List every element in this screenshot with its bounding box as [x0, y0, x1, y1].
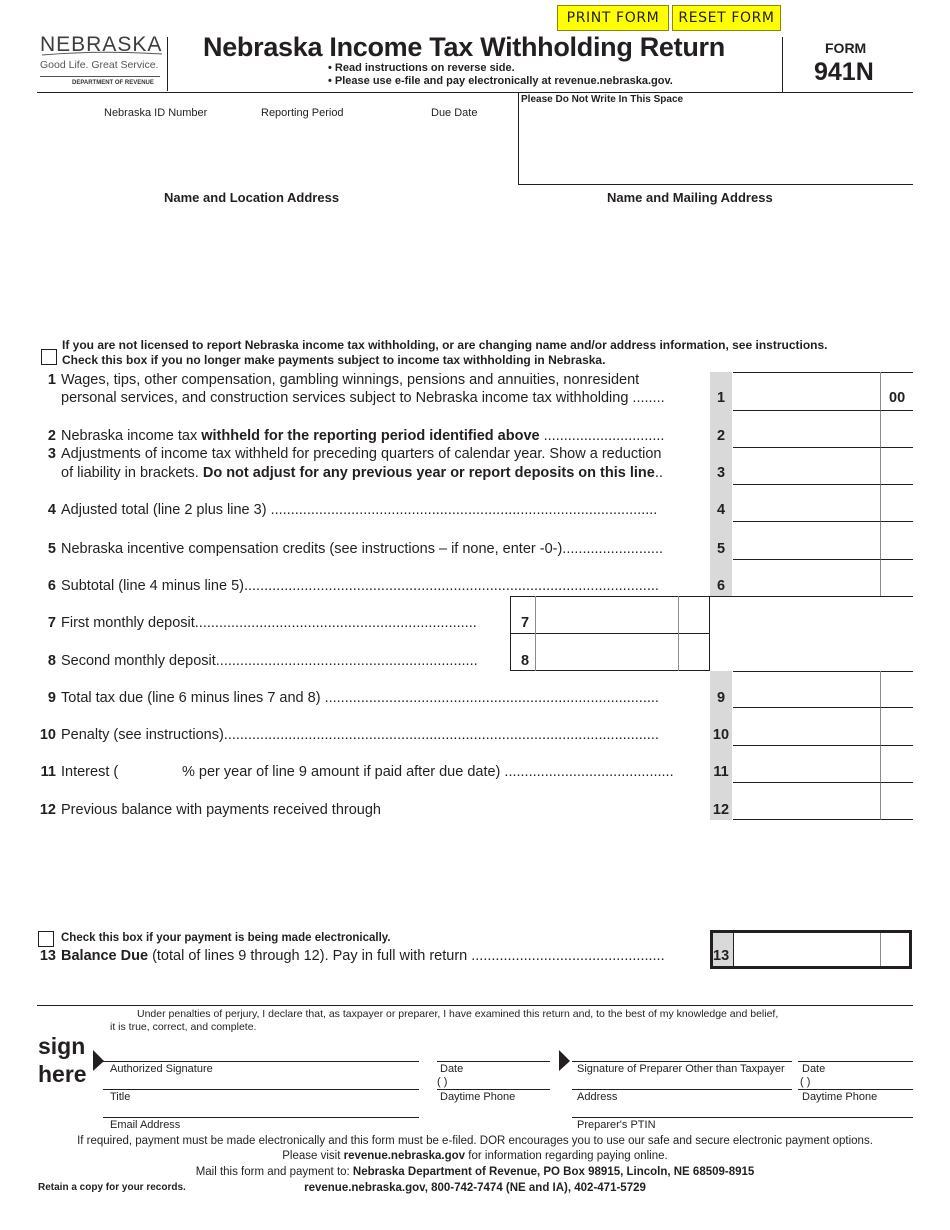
line-12-amount[interactable] [733, 783, 881, 820]
line-7-text: First monthly deposit...................................................................... [61, 615, 477, 631]
line-2-text: Nebraska income tax withheld for the reporting period identified above .............................. [61, 428, 665, 444]
header-bullet-1: • Read instructions on reverse side. [328, 62, 515, 74]
line-9-amount[interactable] [733, 671, 881, 708]
line-4-amount[interactable] [733, 485, 881, 522]
sign-label: sign [38, 1033, 86, 1059]
electronic-payment-checkbox[interactable] [38, 931, 54, 947]
location-address-label: Name and Location Address [164, 190, 340, 205]
line-10-text: Penalty (see instructions)............................................................................................................ [61, 727, 659, 743]
box-8-label: 8 [521, 653, 530, 669]
reset-form-button[interactable]: RESET FORM [672, 5, 781, 31]
box-11-label: 11 [713, 764, 729, 780]
authorized-signature-field[interactable] [103, 1044, 419, 1060]
title-label: Title [110, 1091, 131, 1103]
line-5-amount[interactable] [733, 522, 881, 560]
line-11-text-b: % per year of line 9 amount if paid after due date) .......................................... [182, 764, 674, 780]
logo-swoosh [40, 51, 164, 57]
line-1-text-b: personal services, and construction services subject to Nebraska income tax withholding ........ [61, 390, 665, 406]
phone-paren: ( ) [437, 1076, 448, 1088]
line-1-cents-value: 00 [889, 390, 906, 406]
preparer-phone-paren: ( ) [800, 1076, 811, 1088]
no-longer-label: Check this box if you no longer make payments subject to income tax withholding in Nebraska. [62, 353, 606, 367]
line-11-cents[interactable] [880, 746, 913, 783]
line-12-cents[interactable] [880, 783, 913, 820]
reporting-period-label: Reporting Period [261, 107, 344, 119]
box-9-label: 9 [716, 690, 726, 706]
line-12-number: 12 [39, 802, 56, 818]
line-4-cents[interactable] [880, 485, 913, 522]
daytime-phone-label: Daytime Phone [440, 1091, 516, 1103]
line-7-amount[interactable] [536, 597, 678, 633]
line-3-text-b: of liability in brackets. Do not adjust for any previous year or report deposits on this line.. [61, 465, 663, 481]
box-10-label: 10 [712, 727, 730, 743]
preparer-date-label: Date [802, 1063, 826, 1075]
line-11-text-a: Interest ( [61, 764, 119, 780]
box-2-label: 2 [716, 428, 726, 444]
line-12-text: Previous balance with payments received through [61, 802, 381, 818]
print-form-button[interactable]: PRINT FORM [557, 5, 669, 31]
logo-tagline: Good Life. Great Service. [40, 59, 159, 71]
footer-contact: revenue.nebraska.gov, 800-742-7474 (NE and IA), 402-471-5729 [304, 1182, 646, 1194]
preparer-ptin-label: Preparer's PTIN [577, 1119, 656, 1131]
logo-dept: DEPARTMENT OF REVENUE [72, 80, 154, 86]
line-8-text: Second monthly deposit................................................................. [61, 653, 478, 669]
no-longer-checkbox[interactable] [41, 349, 57, 365]
line-8-amount[interactable] [536, 634, 678, 670]
line-3-number: 3 [47, 446, 56, 462]
line-10-amount[interactable] [733, 708, 881, 746]
line-9-cents[interactable] [880, 671, 913, 708]
line-3-amount[interactable] [733, 448, 881, 485]
mailing-address-label: Name and Mailing Address [607, 190, 773, 205]
box-7-label: 7 [521, 615, 530, 631]
line-2-amount[interactable] [733, 411, 881, 448]
license-notice: If you are not licensed to report Nebraska income tax withholding, or are changing name and/or address information, see instructions. [62, 338, 828, 352]
line-6-text: Subtotal (line 4 minus line 5)....................................................................................................... [61, 578, 659, 594]
line-6-number: 6 [47, 578, 56, 594]
header-bullet-2: • Please use e-file and pay electronically at revenue.nebraska.gov. [328, 75, 673, 87]
perjury-statement-2: it is true, correct, and complete. [110, 1021, 257, 1033]
line-2-cents[interactable] [880, 411, 913, 448]
line-11-amount[interactable] [733, 746, 881, 783]
box-13-label: 13 [713, 948, 730, 964]
line-5-cents[interactable] [880, 522, 913, 560]
form-label: FORM [825, 40, 867, 56]
line-13-cents[interactable] [881, 933, 909, 966]
line-9-text: Total tax due (line 6 minus lines 7 and 8) ................................................................................... [61, 690, 659, 706]
box-4-label: 4 [716, 502, 726, 518]
address-label: Address [577, 1091, 618, 1103]
line-8-number: 8 [47, 653, 56, 669]
line-4-number: 4 [47, 502, 56, 518]
logo-name: NEBRASKA [40, 33, 163, 56]
box-6-label: 6 [716, 578, 726, 594]
line-13-number: 13 [39, 948, 56, 964]
line-5-text: Nebraska incentive compensation credits (see instructions – if none, enter -0-)......................... [61, 541, 664, 557]
line-7-number: 7 [47, 615, 56, 631]
line-5-number: 5 [47, 541, 56, 557]
line-13-text: Balance Due (total of lines 9 through 12). Pay in full with return ................................................ [61, 948, 665, 964]
line-10-number: 10 [39, 727, 56, 743]
form-title: Nebraska Income Tax Withholding Return [203, 32, 725, 62]
box-5-label: 5 [716, 541, 726, 557]
preparer-signature-label: Signature of Preparer Other than Taxpayer [577, 1063, 785, 1075]
line-6-amount[interactable] [733, 560, 881, 597]
footer-efile-notice: If required, payment must be made electronically and this form must be e-filed. DOR encourages you to use our safe and secure electronic payment options. [77, 1135, 873, 1147]
nebraska-id-label: Nebraska ID Number [104, 107, 208, 119]
line-3-cents[interactable] [880, 448, 913, 485]
authorized-signature-label: Authorized Signature [110, 1063, 213, 1075]
due-date-label: Due Date [431, 107, 478, 119]
preparer-phone-label: Daytime Phone [802, 1091, 878, 1103]
perjury-statement-1: Under penalties of perjury, I declare that, as taxpayer or preparer, I have examined this return and, to the best of my knowledge and belief, [137, 1008, 779, 1020]
line-1-number: 1 [47, 372, 56, 388]
form-number: 941N [814, 58, 874, 86]
line-1-text-a: Wages, tips, other compensation, gambling winnings, pensions and annuities, nonresident [61, 372, 640, 388]
electronic-payment-label: Check this box if your payment is being made electronically. [61, 932, 391, 944]
line-11-number: 11 [40, 764, 56, 780]
line-6-cents[interactable] [880, 560, 913, 597]
do-not-write-label: Please Do Not Write In This Space [521, 94, 684, 105]
date-label: Date [440, 1063, 464, 1075]
footer-mail: Mail this form and payment to: Nebraska Department of Revenue, PO Box 98915, Lincoln, NE 68509-8915 [195, 1166, 755, 1178]
line-10-cents[interactable] [880, 708, 913, 746]
email-label: Email Address [110, 1119, 181, 1131]
line-4-text: Adjusted total (line 2 plus line 3) ................................................................................................ [61, 502, 658, 518]
line-1-amount[interactable] [733, 372, 881, 411]
preparer-signature-field[interactable] [572, 1044, 792, 1060]
line-9-number: 9 [47, 690, 56, 706]
line-13-amount[interactable] [734, 933, 880, 966]
footer-visit: Please visit revenue.nebraska.gov for information regarding paying online. [282, 1150, 668, 1162]
retain-copy: Retain a copy for your records. [38, 1182, 186, 1193]
box-3-label: 3 [716, 465, 726, 481]
box-12-label: 12 [712, 802, 730, 818]
here-label: here [38, 1061, 87, 1087]
preparer-arrow-icon [559, 1050, 571, 1072]
line-3-text-a: Adjustments of income tax withheld for preceding quarters of calendar year. Show a reduction [61, 446, 662, 462]
line-2-number: 2 [47, 428, 56, 444]
box-1-label: 1 [716, 390, 726, 406]
